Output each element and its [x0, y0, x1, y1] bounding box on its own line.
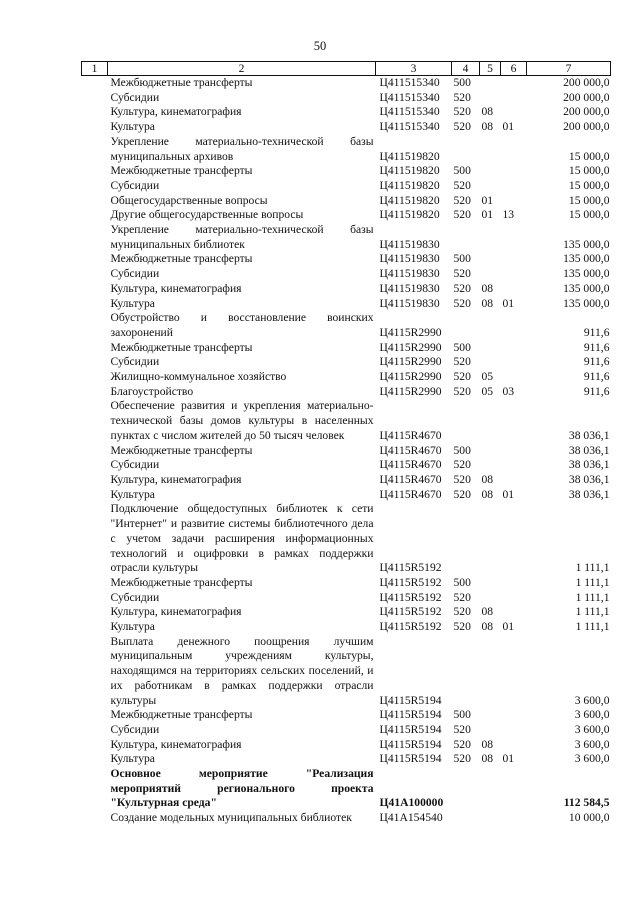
row-name: Благоустройство — [110, 384, 194, 398]
table-row — [82, 752, 611, 767]
row-amount: 3 600,0 — [574, 752, 610, 766]
row-amount: 38 036,1 — [568, 487, 610, 501]
row-amount: 911,6 — [583, 355, 610, 369]
row-name: Культура — [110, 752, 155, 766]
row-index-cell — [82, 179, 108, 194]
row-expense-type: 500 — [453, 252, 471, 266]
row-section — [480, 355, 501, 370]
table-row — [82, 811, 611, 826]
row-name: Субсидии — [110, 355, 160, 369]
table-row — [82, 488, 611, 503]
row-index-cell — [82, 576, 108, 591]
row-subsection — [501, 223, 527, 252]
row-target-code: Ц4115R5192 — [379, 590, 442, 604]
row-amount: 10 000,0 — [568, 811, 610, 825]
row-subsection — [501, 591, 527, 606]
row-target-code: Ц411519820 — [379, 208, 440, 222]
row-amount: 1 111,1 — [575, 620, 610, 634]
row-name: Создание модельных муниципальных библиотек — [110, 811, 352, 825]
row-amount: 112 584,5 — [563, 796, 610, 810]
table-row — [82, 635, 611, 709]
row-index-cell — [82, 473, 108, 488]
row-target-code: Ц411519830 — [379, 252, 440, 266]
row-expense-type: 520 — [453, 105, 471, 119]
table-row — [82, 738, 611, 753]
table-row — [82, 208, 611, 223]
row-target-code: Ц4115R2990 — [379, 325, 442, 339]
row-expense-type — [452, 223, 480, 252]
row-section: 08 — [481, 487, 494, 501]
row-amount: 200 000,0 — [563, 105, 610, 119]
row-index-cell — [82, 635, 108, 709]
row-expense-type: 520 — [453, 355, 471, 369]
row-expense-type: 520 — [453, 605, 471, 619]
row-amount: 135 000,0 — [563, 267, 610, 281]
table-row — [82, 370, 611, 385]
row-target-code: Ц4115R2990 — [379, 370, 442, 384]
row-section: 08 — [481, 620, 494, 634]
row-section — [480, 811, 501, 826]
row-section — [480, 311, 501, 340]
row-index-cell — [82, 488, 108, 503]
row-index-cell — [82, 370, 108, 385]
row-target-code: Ц411519820 — [379, 164, 440, 178]
row-index-cell — [82, 135, 108, 164]
row-subsection — [501, 370, 527, 385]
row-section — [480, 135, 501, 164]
row-subsection — [501, 355, 527, 370]
row-name: Субсидии — [110, 590, 160, 604]
row-amount: 3 600,0 — [574, 737, 610, 751]
table-row — [82, 120, 611, 135]
row-subsection — [501, 282, 527, 297]
row-name: Межбюджетные трансферты — [110, 708, 253, 722]
row-section — [480, 223, 501, 252]
row-index-cell — [82, 399, 108, 443]
row-amount: 15 000,0 — [568, 193, 610, 207]
row-amount: 1 111,1 — [575, 575, 610, 589]
row-target-code: Ц411519830 — [379, 296, 440, 310]
row-target-code: Ц411519830 — [379, 267, 440, 281]
table-row — [82, 605, 611, 620]
row-amount: 911,6 — [583, 340, 610, 354]
row-subsection — [501, 576, 527, 591]
table-row — [82, 194, 611, 209]
row-amount: 15 000,0 — [568, 208, 610, 222]
row-index-cell — [82, 811, 108, 826]
row-section — [480, 723, 501, 738]
row-amount: 1 111,1 — [575, 605, 610, 619]
row-index-cell — [82, 194, 108, 209]
table-row — [82, 385, 611, 400]
column-header-2: 2 — [108, 62, 376, 76]
row-name: Межбюджетные трансферты — [110, 340, 253, 354]
row-name: Субсидии — [110, 458, 160, 472]
row-amount: 1 111,1 — [575, 590, 610, 604]
row-subsection — [501, 473, 527, 488]
row-subsection: 01 — [502, 296, 515, 310]
row-target-code: Ц4115R4670 — [379, 443, 442, 457]
row-section — [480, 399, 501, 443]
row-section — [480, 91, 501, 106]
row-name: Культура, кинематография — [110, 605, 242, 619]
row-section — [480, 708, 501, 723]
row-subsection: 13 — [502, 208, 515, 222]
row-expense-type — [452, 635, 480, 709]
row-section: 08 — [481, 105, 494, 119]
row-section — [480, 576, 501, 591]
row-amount: 15 000,0 — [568, 164, 610, 178]
row-name: Укрепление материально-технической базы муниципальных архивов — [110, 134, 374, 163]
row-section: 01 — [481, 208, 494, 222]
row-section: 08 — [481, 605, 494, 619]
row-subsection — [501, 194, 527, 209]
row-index-cell — [82, 605, 108, 620]
table-row — [82, 223, 611, 252]
row-target-code: Ц4115R2990 — [379, 340, 442, 354]
row-name: Межбюджетные трансферты — [110, 76, 253, 89]
row-index-cell — [82, 502, 108, 576]
row-section — [480, 341, 501, 356]
row-expense-type: 500 — [453, 340, 471, 354]
table-row — [82, 91, 611, 106]
row-section: 08 — [481, 472, 494, 486]
row-subsection — [501, 164, 527, 179]
row-index-cell — [82, 297, 108, 312]
row-target-code: Ц4115R5192 — [379, 605, 442, 619]
row-section: 08 — [481, 752, 494, 766]
row-index-cell — [82, 355, 108, 370]
row-name: Культура — [110, 120, 155, 134]
row-name: Межбюджетные трансферты — [110, 575, 253, 589]
row-subsection — [501, 605, 527, 620]
row-target-code: Ц4115R2990 — [379, 384, 442, 398]
row-index-cell — [82, 76, 108, 91]
row-target-code: Ц4115R5194 — [379, 693, 442, 707]
row-section — [480, 502, 501, 576]
row-amount: 200 000,0 — [563, 90, 610, 104]
row-section: 08 — [481, 120, 494, 134]
row-expense-type: 520 — [453, 193, 471, 207]
row-name: Субсидии — [110, 178, 160, 192]
row-section — [480, 179, 501, 194]
table-row — [82, 179, 611, 194]
row-target-code: Ц4115R5194 — [379, 722, 442, 736]
row-subsection — [501, 135, 527, 164]
row-target-code: Ц411519820 — [379, 178, 440, 192]
row-name: Основное мероприятие "Реализация мероприятий регионального проекта "Культурная среда" — [110, 767, 374, 810]
table-row — [82, 473, 611, 488]
row-name: Общегосударственные вопросы — [110, 193, 268, 207]
row-section — [480, 252, 501, 267]
row-index-cell — [82, 105, 108, 120]
row-section — [480, 444, 501, 459]
row-index-cell — [82, 738, 108, 753]
row-name: Межбюджетные трансферты — [110, 252, 253, 266]
row-amount: 135 000,0 — [563, 237, 610, 251]
row-subsection — [501, 91, 527, 106]
row-name: Культура — [110, 487, 155, 501]
row-expense-type: 520 — [453, 370, 471, 384]
row-amount: 3 600,0 — [574, 693, 610, 707]
table-row — [82, 135, 611, 164]
row-amount: 1 111,1 — [575, 561, 610, 575]
row-name: Укрепление материально-технической базы муниципальных библиотек — [110, 223, 374, 251]
row-expense-type: 520 — [453, 267, 471, 281]
row-expense-type: 520 — [453, 722, 471, 736]
row-amount: 200 000,0 — [563, 120, 610, 134]
row-subsection: 01 — [502, 120, 515, 134]
row-target-code: Ц4115R4670 — [379, 458, 442, 472]
row-index-cell — [82, 385, 108, 400]
row-amount: 135 000,0 — [563, 296, 610, 310]
row-index-cell — [82, 267, 108, 282]
row-subsection — [501, 458, 527, 473]
table-row — [82, 620, 611, 635]
row-amount: 15 000,0 — [568, 178, 610, 192]
table-row — [82, 458, 611, 473]
row-index-cell — [82, 120, 108, 135]
row-section — [480, 591, 501, 606]
row-target-code: Ц41А100000 — [379, 796, 444, 810]
row-amount: 135 000,0 — [563, 252, 610, 266]
row-section — [480, 76, 501, 91]
row-subsection — [501, 179, 527, 194]
row-section — [480, 267, 501, 282]
column-header-6: 6 — [501, 62, 527, 76]
row-section: 08 — [481, 296, 494, 310]
row-subsection: 01 — [502, 620, 515, 634]
row-target-code: Ц4115R5192 — [379, 561, 442, 575]
column-header-4: 4 — [452, 62, 480, 76]
row-section: 01 — [481, 193, 494, 207]
row-expense-type — [452, 811, 480, 826]
row-section — [480, 767, 501, 811]
row-index-cell — [82, 620, 108, 635]
row-expense-type: 520 — [453, 620, 471, 634]
table-body — [82, 76, 611, 826]
row-expense-type: 520 — [453, 120, 471, 134]
row-name: Субсидии — [110, 722, 160, 736]
row-index-cell — [82, 458, 108, 473]
table-row — [82, 502, 611, 576]
row-index-cell — [82, 91, 108, 106]
row-subsection: 01 — [502, 752, 515, 766]
row-subsection — [501, 502, 527, 576]
row-expense-type: 500 — [453, 575, 471, 589]
column-header-3: 3 — [376, 62, 452, 76]
row-section — [480, 458, 501, 473]
row-subsection — [501, 311, 527, 340]
row-expense-type — [452, 135, 480, 164]
row-subsection — [501, 399, 527, 443]
row-index-cell — [82, 164, 108, 179]
row-name: Обеспечение развития и укрепления материально-технической базы домов культуры в населенных пунктах с числом жителей до 50 тысяч человек — [110, 399, 374, 442]
row-target-code: Ц411515340 — [379, 76, 440, 89]
row-index-cell — [82, 223, 108, 252]
table-row — [82, 355, 611, 370]
row-amount: 38 036,1 — [568, 428, 610, 442]
row-subsection — [501, 767, 527, 811]
row-name: Жилищно-коммунальное хозяйство — [110, 370, 287, 384]
row-expense-type: 520 — [453, 384, 471, 398]
row-subsection — [501, 708, 527, 723]
row-subsection — [501, 738, 527, 753]
table-row — [82, 767, 611, 811]
table-row — [82, 252, 611, 267]
column-header-5: 5 — [480, 62, 501, 76]
row-index-cell — [82, 723, 108, 738]
row-index-cell — [82, 282, 108, 297]
table-row — [82, 341, 611, 356]
row-expense-type: 520 — [453, 487, 471, 501]
row-amount: 135 000,0 — [563, 281, 610, 295]
row-section: 08 — [481, 737, 494, 751]
row-expense-type: 520 — [453, 90, 471, 104]
row-expense-type: 520 — [453, 752, 471, 766]
row-amount: 38 036,1 — [568, 443, 610, 457]
table-row — [82, 591, 611, 606]
row-target-code: Ц411519820 — [379, 193, 440, 207]
row-index-cell — [82, 708, 108, 723]
row-name: Выплата денежного поощрения лучшим муниципальным учреждениям культуры, находящимся на территориях сельских поселений, и их работникам в рамках поддержки отрасли культуры — [110, 634, 374, 707]
row-expense-type — [452, 767, 480, 811]
row-subsection: 01 — [502, 487, 515, 501]
row-expense-type: 520 — [453, 296, 471, 310]
row-amount: 911,6 — [583, 384, 610, 398]
row-expense-type — [452, 399, 480, 443]
row-name: Подключение общедоступных библиотек к сети "Интернет" и развитие системы библиотечного дела с учетом задачи расширения информационных технологий и оцифровки в рамках поддержки отрасли культуры — [110, 502, 374, 575]
row-target-code: Ц4115R2990 — [379, 355, 442, 369]
row-section — [480, 164, 501, 179]
row-target-code: Ц4115R4670 — [379, 487, 442, 501]
row-target-code: Ц411519820 — [379, 149, 440, 163]
row-target-code: Ц4115R4670 — [379, 472, 442, 486]
table-row — [82, 297, 611, 312]
table-row — [82, 164, 611, 179]
row-amount: 38 036,1 — [568, 458, 610, 472]
row-subsection — [501, 267, 527, 282]
row-index-cell — [82, 341, 108, 356]
table-row — [82, 267, 611, 282]
row-target-code: Ц411519830 — [379, 237, 440, 251]
row-amount: 200 000,0 — [563, 76, 610, 89]
row-index-cell — [82, 444, 108, 459]
row-amount: 911,6 — [583, 370, 610, 384]
row-index-cell — [82, 752, 108, 767]
row-name: Культура, кинематография — [110, 737, 242, 751]
row-target-code: Ц411515340 — [379, 120, 440, 134]
row-target-code: Ц4115R5192 — [379, 575, 442, 589]
budget-table — [81, 61, 611, 826]
row-subsection — [501, 723, 527, 738]
table-row — [82, 576, 611, 591]
row-expense-type: 520 — [453, 472, 471, 486]
row-expense-type: 500 — [453, 708, 471, 722]
table-row — [82, 444, 611, 459]
row-subsection — [501, 444, 527, 459]
row-name: Культура — [110, 296, 155, 310]
row-target-code: Ц4115R5192 — [379, 620, 442, 634]
row-name: Культура, кинематография — [110, 105, 242, 119]
table-row — [82, 105, 611, 120]
table-row — [82, 708, 611, 723]
row-expense-type: 500 — [453, 164, 471, 178]
row-target-code: Ц411519830 — [379, 281, 440, 295]
column-header-7: 7 — [527, 62, 611, 76]
row-expense-type: 520 — [453, 458, 471, 472]
row-section: 05 — [481, 370, 494, 384]
page-number: 50 — [313, 39, 327, 53]
row-name: Культура — [110, 620, 155, 634]
row-target-code: Ц4115R5194 — [379, 737, 442, 751]
row-name: Обустройство и восстановление воинских захоронений — [110, 311, 374, 339]
row-name: Субсидии — [110, 267, 160, 281]
row-subsection — [501, 341, 527, 356]
row-target-code: Ц411515340 — [379, 90, 440, 104]
row-subsection — [501, 635, 527, 709]
row-expense-type: 500 — [453, 443, 471, 457]
row-target-code: Ц4115R4670 — [379, 428, 442, 442]
row-amount: 3 600,0 — [574, 722, 610, 736]
row-subsection — [501, 811, 527, 826]
row-index-cell — [82, 591, 108, 606]
table-row — [82, 399, 611, 443]
row-index-cell — [82, 311, 108, 340]
table-row — [82, 723, 611, 738]
column-header-1: 1 — [82, 62, 108, 76]
row-name: Межбюджетные трансферты — [110, 443, 253, 457]
row-target-code: Ц41А154540 — [379, 811, 443, 825]
row-expense-type: 520 — [453, 178, 471, 192]
row-subsection — [501, 105, 527, 120]
row-index-cell — [82, 252, 108, 267]
row-name: Культура, кинематография — [110, 472, 242, 486]
row-index-cell — [82, 208, 108, 223]
row-amount: 38 036,1 — [568, 472, 610, 486]
row-expense-type: 520 — [453, 737, 471, 751]
row-amount: 3 600,0 — [574, 708, 610, 722]
row-expense-type — [452, 502, 480, 576]
row-expense-type: 520 — [453, 590, 471, 604]
row-expense-type — [452, 311, 480, 340]
row-name: Культура, кинематография — [110, 281, 242, 295]
row-index-cell — [82, 767, 108, 811]
table-row — [82, 282, 611, 297]
table-row — [82, 76, 611, 91]
row-expense-type: 520 — [453, 208, 471, 222]
row-subsection — [501, 76, 527, 91]
table-header-row — [82, 62, 611, 76]
row-target-code: Ц4115R5194 — [379, 752, 442, 766]
row-amount: 911,6 — [583, 325, 610, 339]
row-name: Межбюджетные трансферты — [110, 164, 253, 178]
row-expense-type: 500 — [453, 76, 471, 89]
row-amount: 15 000,0 — [568, 149, 610, 163]
row-subsection: 03 — [502, 384, 515, 398]
row-section — [480, 635, 501, 709]
table-row — [82, 311, 611, 340]
row-target-code: Ц411515340 — [379, 105, 440, 119]
row-section: 08 — [481, 281, 494, 295]
row-section: 05 — [481, 384, 494, 398]
row-name: Субсидии — [110, 90, 160, 104]
row-target-code: Ц4115R5194 — [379, 708, 442, 722]
row-subsection — [501, 252, 527, 267]
row-name: Другие общегосударственные вопросы — [110, 208, 304, 222]
row-expense-type: 520 — [453, 281, 471, 295]
